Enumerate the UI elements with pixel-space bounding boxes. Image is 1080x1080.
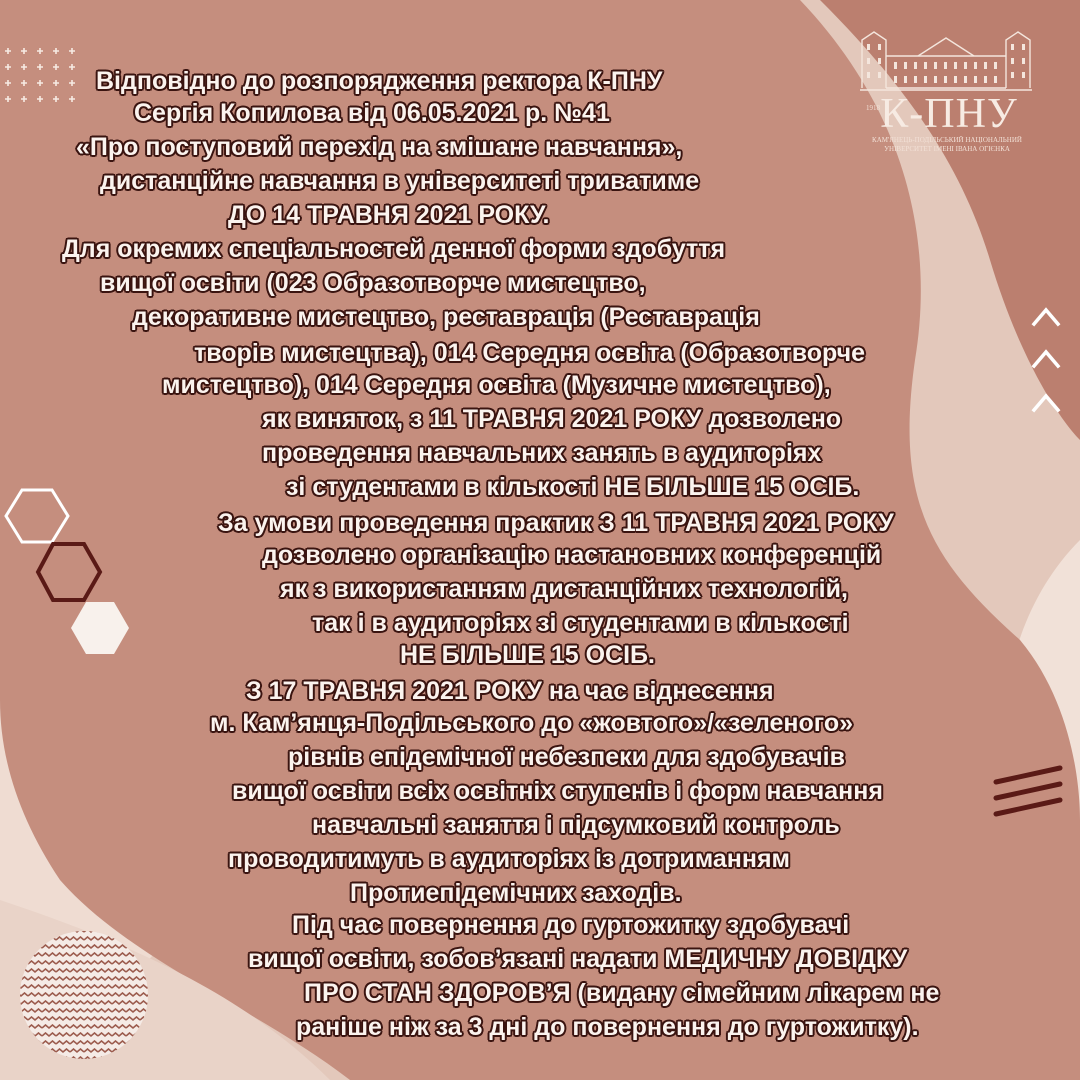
announcement-line: рівнів епідемічної небезпеки для здобувачів	[288, 743, 845, 771]
announcement-line: вищої освіти, зобов’язані надати МЕДИЧНУ ДОВІДКУ	[248, 945, 908, 973]
announcement-line: дистанційне навчання в університеті триватиме	[100, 167, 700, 195]
announcement-line: вищої освіти (023 Образотворче мистецтво,	[100, 269, 646, 297]
stripes-icon	[992, 764, 1066, 824]
announcement-line: «Про поступовий перехід на змішане навчання»,	[76, 133, 683, 161]
announcement-line: як виняток, з 11 ТРАВНЯ 2021 РОКУ дозволено	[262, 405, 842, 433]
announcement-line: Відповідно до розпорядження ректора К-ПНУ	[96, 67, 663, 95]
announcement-line: мистецтво), 014 Середня освіта (Музичне мистецтво),	[162, 371, 831, 399]
announcement-line: Сергія Копилова від 06.05.2021 р. №41	[134, 99, 610, 127]
building-icon	[858, 26, 1034, 96]
announcement-line: вищої освіти всіх освітніх ступенів і форм навчання	[232, 777, 883, 805]
university-logo	[858, 26, 1034, 166]
announcement-line: ДО 14 ТРАВНЯ 2021 РОКУ.	[228, 201, 550, 229]
announcement-line: творів мистецтва), 014 Середня освіта (Образотворче	[194, 339, 866, 367]
announcement-line: декоративне мистецтво, реставрація (Реставрація	[132, 303, 760, 331]
hexagon-icon	[0, 480, 140, 660]
logo-name: К-ПНУ	[880, 91, 1018, 137]
announcement-line: З 17 ТРАВНЯ 2021 РОКУ на час віднесення	[246, 677, 774, 705]
logo-subtitle-line1: КАМ'ЯНЕЦЬ-ПОДІЛЬСЬКИЙ НАЦІОНАЛЬНИЙ	[872, 136, 1022, 144]
logo-subtitle-line2: УНІВЕРСИТЕТ ІМЕНІ ІВАНА ОГІЄНКА	[884, 145, 1010, 153]
announcement-line: Під час повернення до гуртожитку здобувачі	[292, 911, 850, 939]
plus-grid-icon	[4, 46, 84, 110]
announcement-line: За умови проведення практик З 11 ТРАВНЯ 2021 РОКУ	[218, 509, 894, 537]
announcement-line: Для окремих спеціальностей денної форми здобуття	[62, 235, 726, 263]
announcement-line: так і в аудиторіях зі студентами в кількості	[312, 609, 849, 637]
announcement-line: як з використанням дистанційних технологій,	[280, 575, 848, 603]
announcement-line: раніше ніж за 3 дні до повернення до гуртожитку).	[296, 1013, 919, 1041]
announcement-line: навчальні заняття і підсумковий контроль	[312, 811, 840, 839]
announcement-line: Протиепідемічних заходів.	[350, 879, 682, 907]
announcement-line: зі студентами в кількості НЕ БІЛЬШЕ 15 ОСІБ.	[286, 473, 860, 501]
announcement-line: м. Кам’янця-Подільського до «жовтого»/«зеленого»	[210, 709, 854, 737]
announcement-line: НЕ БІЛЬШЕ 15 ОСІБ.	[400, 641, 655, 669]
announcement-line: дозволено організацію настановних конференцій	[262, 541, 882, 569]
zigzag-circle-icon	[0, 920, 180, 1080]
announcement-line: проведення навчальних занять в аудиторіях	[262, 439, 822, 467]
chevron-up-icon	[1026, 300, 1066, 422]
logo-year: 1918	[866, 104, 880, 112]
announcement-line: проводитимуть в аудиторіях із дотриманням	[228, 845, 791, 873]
announcement-line: ПРО СТАН ЗДОРОВ’Я (видану сімейним лікарем не	[304, 979, 940, 1007]
